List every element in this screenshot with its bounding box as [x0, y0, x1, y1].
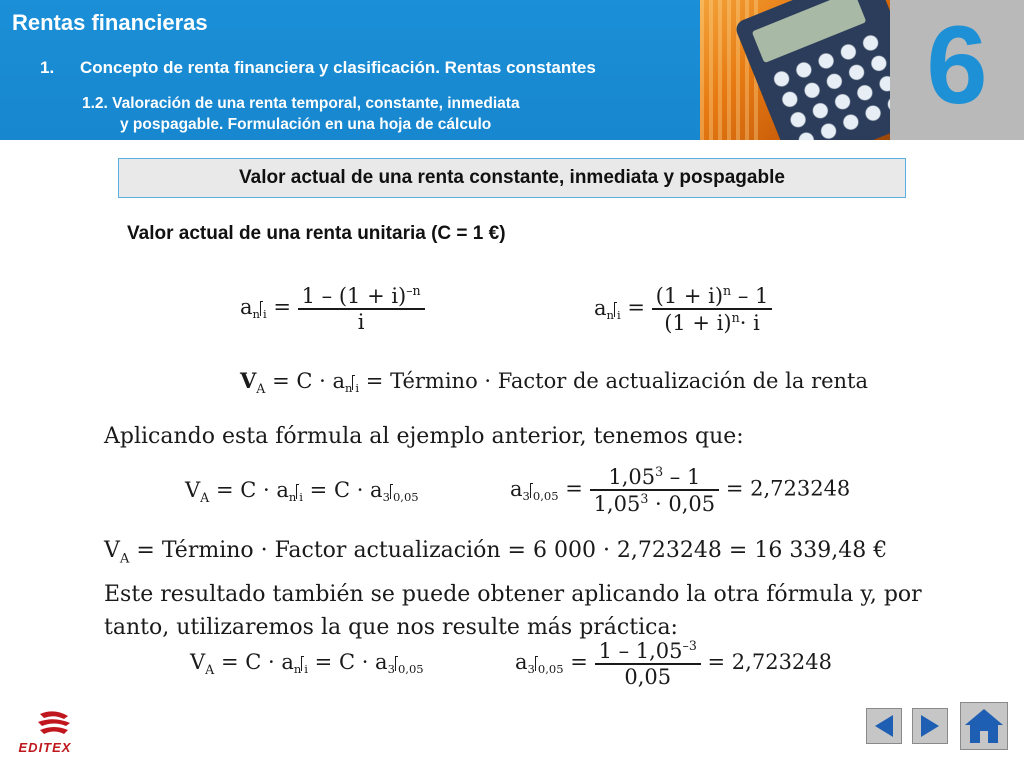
fraction: $\frac{(1 + i)^n - 1}{(1 + i)^n\cdot i}$ [652, 283, 773, 335]
arrow-left-icon [867, 709, 901, 743]
editex-logo-text: EDITEX [18, 740, 72, 755]
editex-logo-mark [34, 710, 74, 738]
next-slide-button[interactable] [912, 708, 948, 744]
fraction: $\frac{1 - 1,05^{-3}}{0,05}$ [595, 638, 701, 689]
editex-logo [10, 708, 100, 760]
formula-present-value: $V_A = C$ · an i = Término · Factor de actualización de la renta [240, 368, 869, 397]
example-result-line: $V_A$ = Término · Factor actualización = 6 000 · 2,723248 = 16 339,48 € [104, 538, 888, 567]
box-title: Valor actual de una renta constante, inmediata y pospagable [118, 158, 906, 198]
chapter-number: 6 [926, 4, 988, 127]
section-number: 1. [40, 58, 55, 77]
annuity-symbol-example: a3 0,05 [510, 476, 559, 503]
annuity-symbol: an i [240, 295, 267, 322]
formula-annuity-factor-1: an i = $\frac{1 - (1 + i)^{-n}}{i}$ [240, 283, 425, 334]
example-formula-factor: a3 0,05 = $\frac{1,05^3 - 1}{1,05^3 \cdot 0,05}$ = 2,723248 [510, 464, 851, 516]
annuity-symbol-example: a3 0,05 [515, 650, 564, 677]
section-title: Concepto de renta financiera y clasificación. Rentas constantes [80, 58, 596, 77]
subsection-line-2: y pospagable. Formulación en una hoja de cálculo [120, 116, 492, 133]
annuity-symbol-example: a3 0,05 [370, 478, 419, 505]
example-formula-va-2: $V_A = C$ · an i = C · a3 0,05 [190, 650, 424, 678]
slide-title: Rentas financieras [12, 10, 208, 35]
home-button[interactable] [960, 702, 1008, 750]
home-icon [961, 703, 1007, 749]
example-formula-va: $V_A = C$ · an i = C · a3 0,05 [185, 478, 419, 506]
subsection-heading [82, 93, 520, 135]
example-formula-factor-2: a3 0,05 = $\frac{1 - 1,05^{-3}}{0,05}$ = 2,723248 [515, 638, 833, 689]
annuity-symbol: an i [332, 369, 360, 396]
previous-slide-button[interactable] [866, 708, 902, 744]
subsection-line-1: 1.2. Valoración de una renta temporal, constante, inmediata [82, 95, 520, 112]
example-intro: Aplicando esta fórmula al ejemplo anterior, tenemos que: [104, 424, 744, 449]
annuity-symbol: an i [594, 295, 621, 322]
arrow-right-icon [913, 709, 947, 743]
chapter-badge [890, 0, 1024, 140]
annuity-symbol: an i [281, 650, 308, 677]
example-explanation: Este resultado también se puede obtener aplicando la otra fórmula y, por tanto, utilizaremos la que nos resulte más práctica: [104, 582, 922, 640]
section-heading [40, 58, 596, 78]
subheading: Valor actual de una renta unitaria (C = 1 €) [127, 223, 506, 244]
fraction: $\frac{1 - (1 + i)^{-n}}{i}$ [298, 283, 425, 334]
slide-header [0, 0, 1024, 140]
formula-annuity-factor-2: an i = $\frac{(1 + i)^n - 1}{(1 + i)^n\cdot i}$ [594, 283, 772, 335]
fraction: $\frac{1,05^3 - 1}{1,05^3 \cdot 0,05}$ [590, 464, 720, 516]
calculator-photo [700, 0, 890, 140]
annuity-symbol: an i [276, 478, 303, 505]
annuity-symbol-example: a3 0,05 [375, 650, 424, 677]
